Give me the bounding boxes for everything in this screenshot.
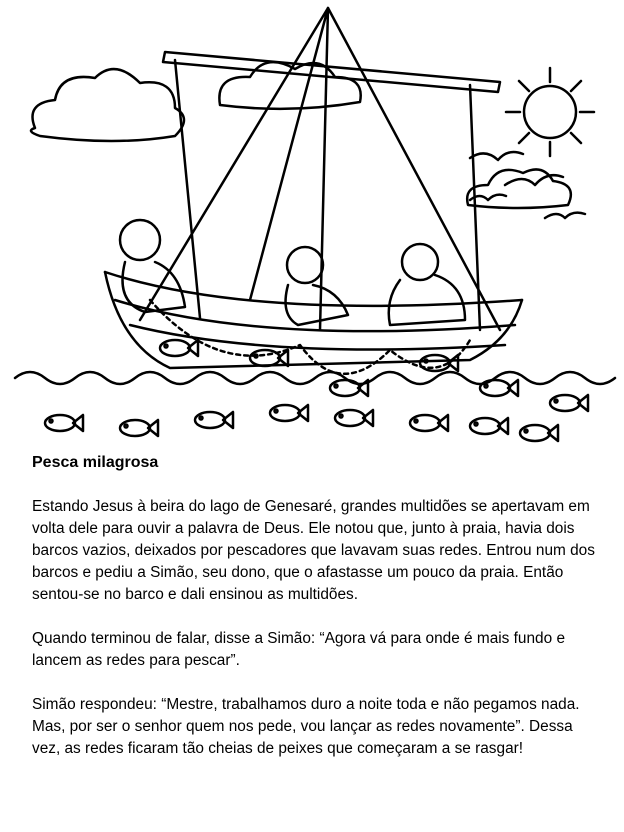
- fish-icon: [250, 350, 288, 366]
- story-text: [32, 452, 602, 782]
- fisherman-boy: [286, 247, 348, 325]
- story-paragraph-1: Estando Jesus à beira do lago de Genesaré, grandes multidões se apertavam em volta dele para ouvir a palavra de Deus. Ele notou que, junto à praia, havia dois barcos vazios, deixados por pescadores que lavavam suas redes. Entrou num dos barcos e pediu a Simão, seu dono, que o afastasse um pouco da praia. Então sentou-se no barco e dali ensinou as multidões.: [32, 498, 595, 603]
- fish-icon: [335, 410, 373, 426]
- fish-icon: [195, 412, 233, 428]
- fish-icon: [45, 415, 83, 431]
- fish-icon: [520, 425, 558, 441]
- fishing-net: [150, 300, 470, 374]
- fish-icon: [270, 405, 308, 421]
- cloud-left: [31, 69, 184, 141]
- fish-icon: [480, 380, 518, 396]
- story-paragraph-3: Simão respondeu: “Mestre, trabalhamos duro a noite toda e não pegamos nada. Mas, por ser o senhor quem nos pede, vou lançar as redes novamente”. Dessa vez, as redes ficaram tão cheias de peixes que começaram a se rasgar!: [32, 696, 580, 757]
- sun-icon: [506, 68, 594, 156]
- bird-icon: [470, 152, 523, 160]
- story-title: Pesca milagrosa: [32, 454, 159, 471]
- fish-icon: [470, 418, 508, 434]
- fish-icon: [330, 380, 368, 396]
- fish-icon: [550, 395, 588, 411]
- fish-icon: [420, 355, 458, 371]
- fish-icon: [410, 415, 448, 431]
- mast: [320, 8, 328, 330]
- fish-icon: [160, 340, 198, 356]
- story-paragraph-2: Quando terminou de falar, disse a Simão: “Agora vá para onde é mais fundo e lancem as redes para pescar”.: [32, 630, 566, 669]
- jesus-figure: [389, 244, 465, 325]
- bird-icon: [545, 213, 585, 218]
- waves: [15, 372, 615, 384]
- fish-icon: [120, 420, 158, 436]
